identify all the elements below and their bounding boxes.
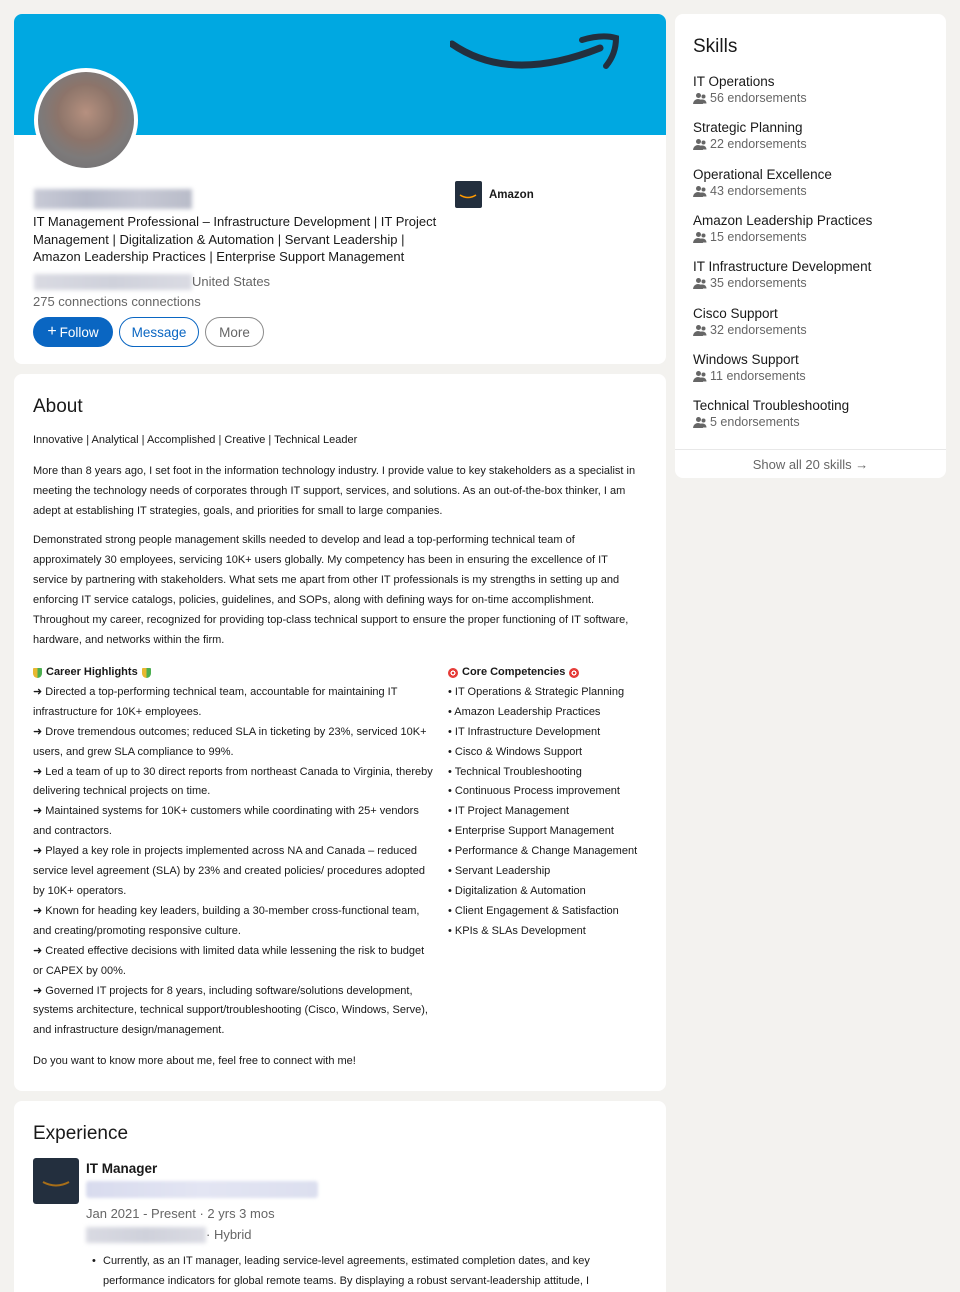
message-label: Message [131, 324, 187, 340]
about-paragraph-1: More than 8 years ago, I set foot in the information technology industry. I provide value to key stakeholders as a specialist in meeting the technology needs of corporates through IT support, services, and solutions. As an out-of-the-box thinker, I am adept at establishing IT strategies, goals, and priorities for small to large companies. [33, 465, 636, 517]
people-icon [693, 325, 707, 336]
skills-card [675, 14, 946, 478]
skills-title: Skills [693, 36, 738, 57]
skill-endorsements [693, 137, 807, 151]
profile-avatar[interactable] [34, 68, 138, 172]
company-logo-icon[interactable] [33, 1158, 79, 1204]
endorsement-count: 5 endorsements [710, 415, 800, 429]
competency-item: • Continuous Process improvement [448, 785, 620, 798]
competencies-heading [448, 663, 658, 683]
skill-endorsements [693, 184, 832, 198]
people-icon [693, 186, 707, 197]
competency-item: • Enterprise Support Management [448, 825, 614, 838]
job-title[interactable]: IT Manager [86, 1161, 158, 1176]
highlight-item: ➜ Played a key role in projects implemented across NA and Canada – reduced service level agreement (SLA) by 23% and created policies/ procedures adopted by 10K+ operators. [33, 845, 425, 897]
smile-icon [33, 1158, 79, 1204]
connections-number: 275 connections [33, 294, 128, 309]
target-icon [448, 668, 458, 678]
about-closing: Do you want to know more about me, feel free to connect with me! [33, 1055, 356, 1067]
follow-label: Follow [59, 324, 99, 340]
highlight-item: ➜ Created effective decisions with limited data while lessening the risk to budget or CAPEX by 00%. [33, 944, 425, 977]
target-icon [569, 668, 579, 678]
skill-name: Operational Excellence [693, 167, 832, 182]
follow-button[interactable] [33, 317, 113, 347]
skill-endorsements [693, 415, 849, 429]
people-icon [693, 278, 707, 289]
core-competencies [448, 663, 658, 942]
competencies-title: Core Competencies [462, 666, 566, 678]
highlight-item: ➜ Governed IT projects for 8 years, including software/solutions development, systems architecture, technical support/troubleshooting (Cisco, Windows, Serve), and infrastructure design/management. [33, 984, 428, 1037]
competency-item: • Cisco & Windows Support [448, 745, 583, 758]
competency-item: • Technical Troubleshooting [448, 765, 582, 778]
more-label: More [219, 324, 250, 340]
profile-name-redacted [34, 189, 192, 209]
competency-item: • Digitalization & Automation [448, 884, 586, 897]
shield-icon [142, 668, 151, 678]
shield-icon [33, 668, 42, 678]
competency-item: • IT Operations & Strategic Planning [448, 685, 625, 698]
job-dates: Jan 2021 - Present · 2 yrs 3 mos [86, 1206, 275, 1221]
location-city-redacted [34, 274, 192, 290]
skill-name: Amazon Leadership Practices [693, 213, 873, 228]
people-icon [693, 93, 707, 104]
amazon-smile-logo [450, 32, 622, 82]
smile-icon [455, 181, 482, 208]
amazon-logo-icon [455, 181, 482, 208]
job-description [92, 1251, 632, 1291]
endorsement-count: 22 endorsements [710, 137, 807, 151]
skill-item[interactable] [693, 352, 806, 383]
skill-endorsements [693, 230, 872, 244]
skill-item[interactable] [693, 306, 807, 337]
plus-icon: + [47, 323, 57, 340]
people-icon [693, 139, 707, 150]
endorsement-count: 15 endorsements [710, 230, 807, 244]
profile-location: United States [192, 274, 271, 289]
endorsement-count: 43 endorsements [710, 184, 807, 198]
highlight-item: ➜ Led a team of up to 30 direct reports from northeast Canada to Virginia, thereby delivering technical projects on time. [33, 765, 433, 798]
people-icon [693, 232, 707, 243]
about-tagline: Innovative | Analytical | Accomplished | Creative | Technical Leader [33, 434, 358, 446]
skill-name: Cisco Support [693, 306, 778, 321]
skill-item[interactable] [693, 120, 807, 151]
competency-item: • Client Engagement & Satisfaction [448, 904, 619, 917]
about-title: About [33, 396, 83, 417]
profile-card [14, 14, 666, 364]
highlights-heading [33, 663, 433, 683]
message-button[interactable] [119, 317, 199, 347]
competency-item: • Amazon Leadership Practices [448, 705, 601, 718]
skill-endorsements [693, 369, 806, 383]
competency-item: • IT Infrastructure Development [448, 725, 601, 738]
competency-item: • KPIs & SLAs Development [448, 924, 586, 937]
show-all-skills-link[interactable]: Show all 20 skills → [752, 457, 869, 472]
job-location-redacted [86, 1227, 206, 1243]
endorsement-count: 56 endorsements [710, 91, 807, 105]
highlights-title: Career Highlights [46, 666, 138, 678]
skill-endorsements [693, 91, 807, 105]
experience-card [14, 1101, 666, 1292]
skill-item[interactable] [693, 259, 871, 290]
company-name: Amazon [489, 188, 534, 201]
profile-headline: IT Management Professional – Infrastructure Development | IT Project Management | Digitalization & Automation | Servant Leadership | Amazon Leadership Practices | Enterprise Support Management [33, 214, 437, 264]
experience-title: Experience [33, 1123, 129, 1144]
divider [675, 449, 946, 450]
skill-name: Technical Troubleshooting [693, 398, 850, 413]
competency-item: • Servant Leadership [448, 865, 551, 878]
highlight-item: ➜ Maintained systems for 10K+ customers while coordinating with 25+ vendors and contractors. [33, 805, 419, 838]
career-highlights [33, 663, 433, 1041]
about-card [14, 374, 666, 1091]
connections-count[interactable] [33, 294, 201, 309]
skill-name: IT Infrastructure Development [693, 259, 872, 274]
job-description-item: • Currently, as an IT manager, leading service-level agreements, estimated completion dates, and key performance indicators for global remote teams. By displaying a robust servant-leadership attitude, I [92, 1251, 632, 1291]
skill-item[interactable] [693, 74, 807, 105]
endorsement-count: 32 endorsements [710, 323, 807, 337]
highlight-item: ➜ Drove tremendous outcomes; reduced SLA in ticketing by 23%, serviced 10K+ users, and grew SLA compliance to 99%. [33, 725, 427, 758]
about-paragraph-2: Demonstrated strong people management skills needed to develop and lead a top-performing technical team of approximately 30 employees, servicing 10K+ users globally. My competency has been in ensuring the excellence of IT service by partnering with stakeholders. What sets me apart from other IT professionals is my strengths in setting up and enforcing IT service catalogs, policies, guidelines, and SOPs, along with defining ways for on-time accomplishment. Throughout my career, recognized for providing top-class technical support to ensure the proper functioning of IT software, hardware, and networks within the firm. [33, 534, 629, 646]
skill-name: IT Operations [693, 74, 775, 89]
competency-item: • IT Project Management [448, 805, 570, 818]
skill-endorsements [693, 323, 807, 337]
skill-item[interactable] [693, 167, 832, 198]
employer-redacted [86, 1181, 318, 1198]
skill-item[interactable] [693, 213, 872, 244]
skill-endorsements [693, 276, 871, 290]
skill-name: Strategic Planning [693, 120, 803, 135]
skill-name: Windows Support [693, 352, 799, 367]
highlight-item: ➜ Directed a top-performing technical team, accountable for maintaining IT infrastructure for 10K+ employees. [33, 685, 398, 718]
endorsement-count: 35 endorsements [710, 276, 807, 290]
job-work-type: · Hybrid [206, 1227, 252, 1242]
current-company[interactable] [455, 181, 534, 208]
more-button[interactable] [205, 317, 264, 347]
competency-item: • Performance & Change Management [448, 845, 638, 858]
people-icon [693, 371, 707, 382]
endorsement-count: 11 endorsements [710, 369, 806, 383]
connections-suffix: connections [131, 294, 201, 309]
highlight-item: ➜ Known for heading key leaders, building a 30-member cross-functional team, and creating/promoting responsive culture. [33, 904, 420, 937]
skill-item[interactable] [693, 398, 849, 429]
people-icon [693, 417, 707, 428]
